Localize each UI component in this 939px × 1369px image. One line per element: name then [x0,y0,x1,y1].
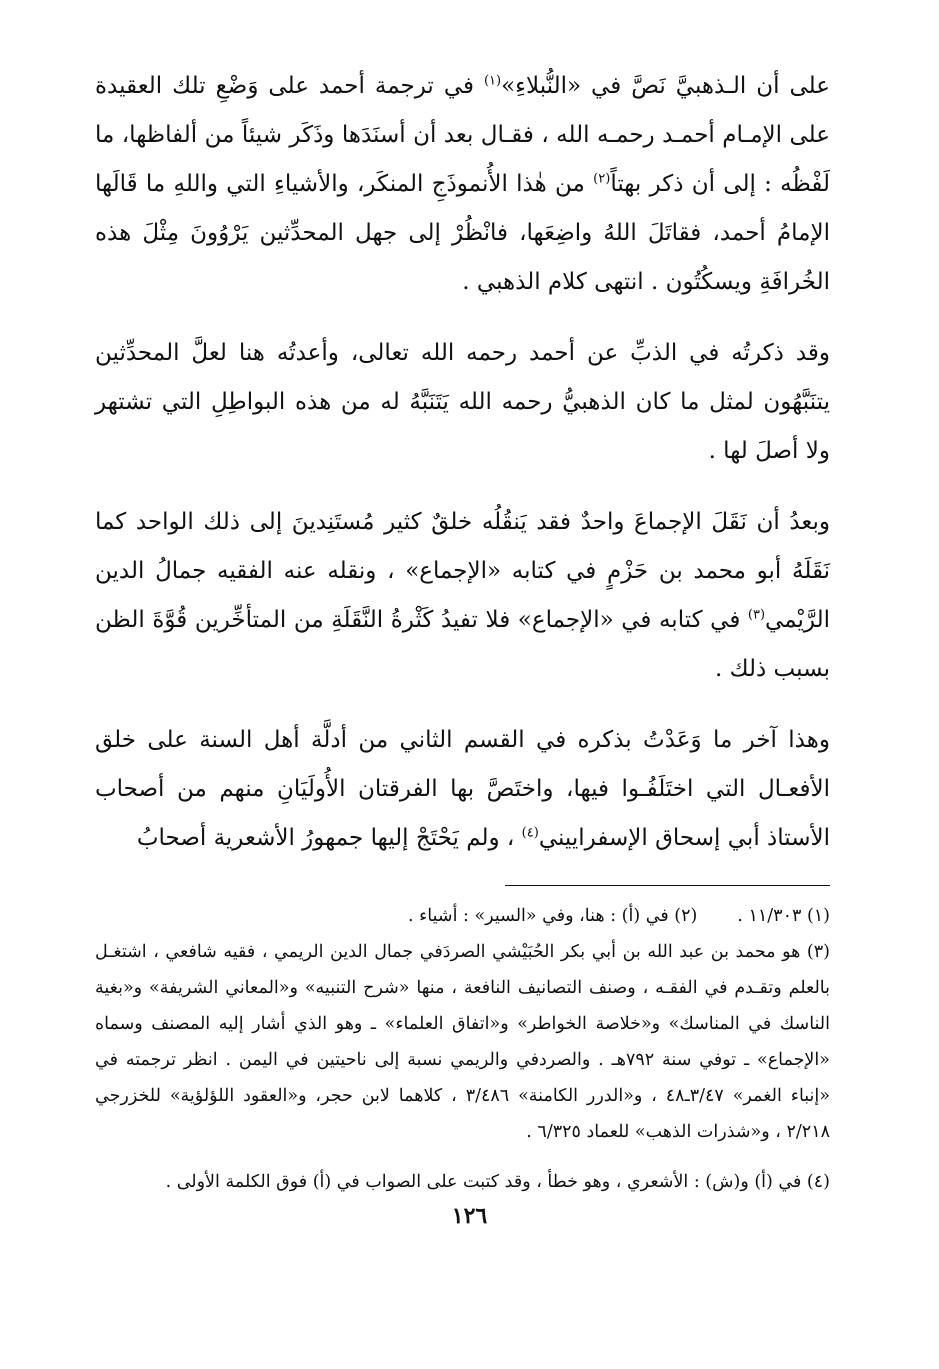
paragraph-3-text-b: في كتابه في «الإجماع» فلا تفيدُ كَثْرةُ النَّقَلَةِ من المتأخِّرين قُوَّةَ الظن بسبب ذلك . [95,607,830,682]
main-text [95,62,830,863]
footnote-1: (١) ١١/٣٠٣ . [737,906,830,926]
footnote-ref-3: (٣) [747,607,766,623]
paragraph-1 [95,62,830,307]
footnotes [95,898,830,1200]
paragraph-1-text-c: من هٰذا الأُنموذَجِ المنكَر، والأشياءِ التي واللهِ ما قَالَها الإمامُ أحمد، فقاتَلَ اللهُ واضِعَها، فانْظُرْ إلى جهل المحدِّثين يَرْوُونَ مِثْلَ هذه الخُرافَةِ ويسكُتُون . انتهى كلام الذهبي . [95,171,830,295]
footnote-separator [505,885,830,886]
paragraph-2-text: وقد ذكرتُه في الذبِّ عن أحمد رحمه الله تعالى، وأعدتُه هنا لعلَّ المحدِّثين يتنَبَّهُون لمثل ما كان الذهبيُّ رحمه الله يَتَنَبَّهُ له من هذه البواطِلِ التي تشتهر ولا أصلَ لها . [95,340,830,464]
footnote-row-1-2 [95,898,830,934]
paragraph-3 [95,498,830,694]
footnote-2: (٢) في (أ) : هنا، وفي «السير» : أشياء . [407,906,698,926]
footnote-ref-4: (٤) [521,825,539,841]
paragraph-1-text-a: على أن الـذهبيَّ نَصَّ في «النُّبلاءِ» [501,73,830,99]
paragraph-4-text-b: ، ولم يَحْتَجْ إليها جمهورُ الأشعرية أصحابُ [136,825,522,851]
book-page [95,62,830,1342]
paragraph-2 [95,329,830,476]
paragraph-1-text-b: في ترجمة أحمد على وَضْعِ تلك العقيدة على الإمـام أحمـد رحمـه الله ، فقـال بعد أن أسنَدَها وذَكَر شيئاً من ألفاظها، ما لَفْظُه : إلى أن ذكر بهتاً [95,73,831,197]
footnote-3: (٣) هو محمد بن عبد الله بن أبي بكر الحُبَيْشي الصردَفي جمال الدين الريمي ، فقيه شافعي ، اشتغـل بالعلم وتقـدم في الفقـه ، وصنف التصانيف النافعة ، منها «شرح التنبيه» و«المعاني الشريفة» و«بغية الناسك في المناسك» و«خلاصة الخواطر» و«اتفاق العلماء» ـ وهو الذي أشار إليه المصنف وسماه «الإجماع» ـ توفي سنة ٧٩٢هـ . والصردفي والريمي نسبة إلى ناحيتين في اليمن . انظر ترجمته في «إنباء الغمر» ٣/٤٧ـ٤٨ ، و«الدرر الكامنة» ٣/٤٨٦ ، كلاهما لابن حجر، و«العقود اللؤلؤية» للخزرجي ٢/٢١٨ ، و«شذرات الذهب» للعماد ٦/٣٢٥ . [95,942,830,1142]
paragraph-3-text-a: وبعدُ أن نَقَلَ الإجماعَ واحدٌ فقد يَنقُلُه خلقٌ كثير مُستَنِدينَ إلى ذلك الواحد كما نَقَلَهُ أبو محمد بن حَزْمٍ في كتابه «الإجماع» ، ونقله عنه الفقيه جمالُ الدين الرَّيْمي [95,509,830,633]
footnote-ref-2: (٢) [593,171,611,187]
footnote-ref-1: (١) [483,73,502,89]
page-number: ١٢٦ [451,1203,488,1229]
footnote-4: (٤) في (أ) و(ش) : الأشعري ، وهو خطأ ، وقد كتبت على الصواب في (أ) فوق الكلمة الأولى . [165,1172,830,1192]
paragraph-4 [95,716,830,863]
paragraph-4-text-a: وهذا آخر ما وَعَدْتُ بذكره في القسم الثاني من أدلَّة أهل السنة على خلق الأفعـال التي اختَلَفُـوا فيها، واختَصَّ بها الفرقتان الأُولَيَانِ منهم من أصحاب الأستاذ أبي إسحاق الإسفراييني [95,727,830,851]
